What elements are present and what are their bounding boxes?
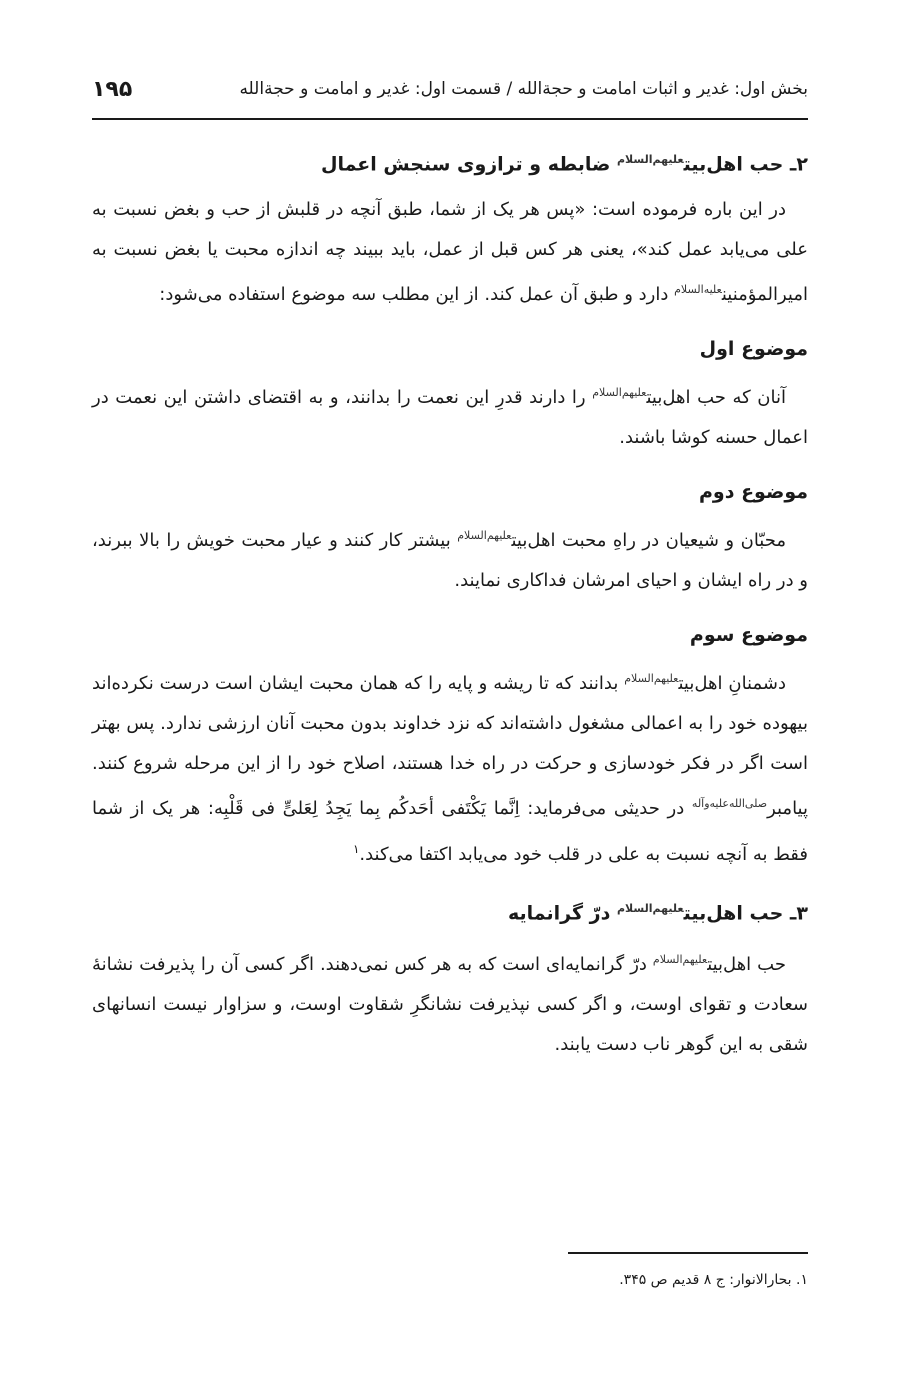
topic-3-text-a: دشمنانِ اهل‌بیت — [678, 673, 786, 695]
honorific-mark: علیه‌السلام — [674, 283, 722, 297]
running-title: بخش اول: غدیر و اثبات امامت و حجةالله / قسمت اول: غدیر و امامت و حجةالله — [239, 79, 808, 99]
section-2-text-a: در این باره فرموده است: «پس هر یک از شما، طبق آنچه در قلبش از حب و بغض نسبت به علی می‌یابد عمل کند»، یعنی هر کس قبل از عمل، باید ببیند چه اندازه محبت یا بغض نسبت به امیرالمؤمنین — [92, 199, 808, 306]
honorific-mark: علیهم‌السلام — [592, 386, 647, 400]
footnote: ۱. بحارالانوار: ج ۸ قدیم ص ۳۴۵. — [619, 1272, 808, 1288]
topic-1-text-b: را دارند قدرِ این نعمت را بدانند، و به اقتضای داشتن این نعمت در اعمال حسنه کوشا باشند. — [92, 387, 808, 449]
topic-3-paragraph — [92, 659, 808, 875]
section-3-paragraph — [92, 940, 808, 1065]
topic-3-heading: موضوع سوم — [689, 624, 808, 647]
page-body — [92, 140, 808, 1065]
topic-2-text-b: بیشتر کار کنند و عیار محبت خویش را بالا ببرند، و در راه ایشان و احیای امرشان فداکاری نمایند. — [92, 530, 808, 592]
topic-2-paragraph — [92, 516, 808, 601]
honorific-mark: صلی‌الله‌علیه‌وآله — [691, 797, 768, 811]
page-number: ۱۹۵ — [92, 76, 133, 102]
section-2-heading-text: ۲ـ حب اهل‌بیت — [683, 153, 808, 176]
running-head — [92, 60, 808, 120]
topic-2-text-a: محبّان و شیعیان در راهِ محبت اهل‌بیت — [511, 530, 787, 552]
section-2-heading — [92, 140, 808, 184]
topic-1-text-a: آنان که حب اهل‌بیت — [646, 387, 786, 409]
section-2-heading-rest: ضابطه و ترازوی سنجش اعمال — [320, 153, 617, 176]
topic-3-text-c: در حدیثی می‌فرماید: اِنَّما یَکْتَفی أحَدکُم بِما یَجِدُ لِعَلیٍّ فی قَلْبِه: هر یک از شما فقط به آنچه نسبت به علی در قلب خود می‌یابد اکتفا می‌کند. — [92, 798, 808, 866]
topic-3-text-b: بدانند که تا ریشه و پایه را که همان محبت ایشان است درست نکرده‌اند بیهوده خود را به اعمالی مشغول داشته‌اند که نزد خداوند بدون محبت آنان ارزشی ندارد. پس بهتر است اگر در فکر خودسازی و حرکت در راه خدا هستند، اصلاح خود را از این مرحله شروع کنند. پیامبر — [92, 673, 808, 820]
honorific-mark: علیهم‌السلام — [616, 902, 684, 916]
section-3-heading — [92, 889, 808, 933]
section-3-text-b: درّ گرانمایه‌ای است که به هر کس نمی‌دهند. اگر کسی آن را پذیرفت نشانهٔ سعادت و تقوای اوست، و اگر کسی نپذیرفت نشانگرِ شقاوت اوست، و سزاوار نیست انسانهای شقی به این گوهر ناب دست یابند. — [92, 953, 808, 1055]
topic-2-heading: موضوع دوم — [698, 481, 808, 504]
section-3-text-a: حب اهل‌بیت — [707, 953, 786, 975]
honorific-mark: علیهم‌السلام — [457, 529, 512, 543]
topic-1-heading: موضوع اول — [699, 338, 808, 361]
honorific-mark: علیهم‌السلام — [616, 153, 684, 166]
honorific-mark: علیهم‌السلام — [652, 952, 708, 966]
book-page — [92, 60, 808, 1360]
section-2-text-b: دارد و طبق آن عمل کند. از این مطلب سه موضوع استفاده می‌شود: — [159, 284, 675, 306]
footnote-divider — [568, 1252, 808, 1254]
footnote-marker: ۱ — [352, 842, 360, 857]
section-3-heading-rest: درّ گرانمایه — [508, 902, 617, 925]
section-3-heading-text: ۳ـ حب اهل‌بیت — [683, 902, 808, 925]
section-2-paragraph — [92, 190, 808, 315]
honorific-mark: علیهم‌السلام — [624, 672, 679, 686]
topic-1-paragraph — [92, 373, 808, 458]
